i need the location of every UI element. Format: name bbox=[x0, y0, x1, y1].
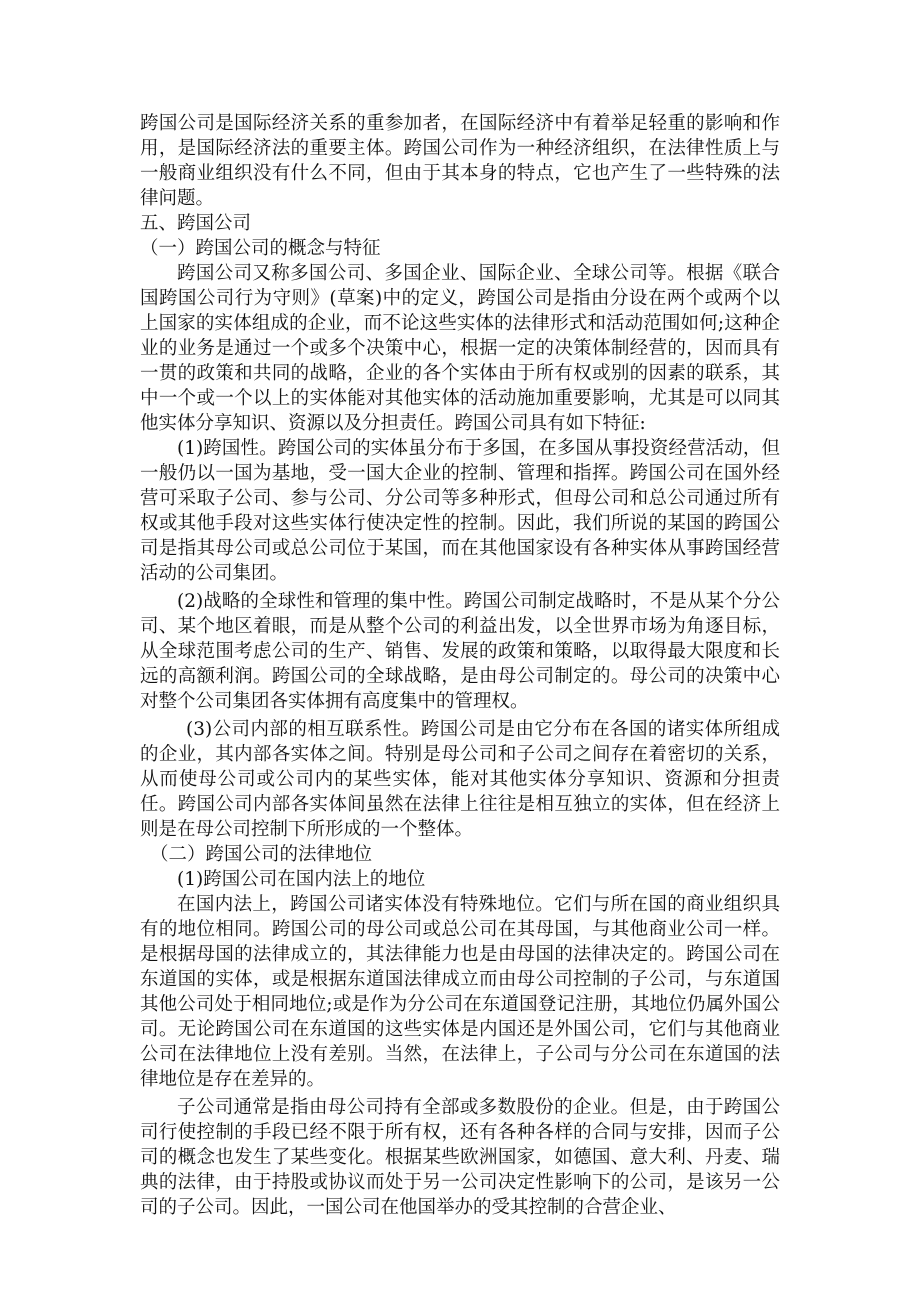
subsection-title-concept: （一）跨国公司的概念与特征 bbox=[140, 238, 381, 259]
item-domestic-law-heading: (1)跨国公司在国内法上的地位 bbox=[177, 869, 426, 890]
section-title: 五、跨国公司 bbox=[140, 213, 252, 234]
definition-paragraph: 跨国公司又称多国公司、多国企业、国际企业、全球公司等。根据《联合国跨国公司行为守则》(草案)中的定义，跨国公司是指由分设在两个或两个以上国家的实体组成的企业，而不论这些实体的法律形式和活动范围如何;这种企业的业务是通过一个或多个决策中心，根据一定的决策体制经营的，因而具有一贯的政策和共同的战略，企业的各个实体由于所有权或别的因素的联系，其中一个或一个以上的实体能对其他实体的活动施加重要影响，尤其是可以同其他实体分享知识、资源以及分担责任。跨国公司具有如下特征: bbox=[140, 263, 780, 434]
feature-interconnection: (3)公司内部的相互联系性。跨国公司是由它分布在各国的诸实体所组成的企业，其内部各实体之间。特别是母公司和子公司之间存在着密切的关系，从而使母公司或公司内的某些实体，能对其他实体分享知识、资源和分担责任。跨国公司内部各实体间虽然在法律上往往是相互独立的实体，但在经济上则是在母公司控制下所形成的一个整体。 bbox=[140, 719, 780, 840]
feature-transnationality: (1)跨国性。跨国公司的实体虽分布于多国，在多国从事投资经营活动，但一般仍以一国为基地，受一国大企业的控制、管理和指挥。跨国公司在国外经营可采取子公司、参与公司、分公司等多种形式，但母公司和总公司通过所有权或其他手段对这些实体行使决定性的控制。因此，我们所说的某国的跨国公司是指其母公司或总公司位于某国，而在其他国家设有各种实体从事跨国经营活动的公司集团。 bbox=[140, 438, 780, 584]
document-body bbox=[140, 111, 780, 1220]
feature-global-strategy: (2)战略的全球性和管理的集中性。跨国公司制定战略时，不是从某个分公司、某个地区着眼，而是从整个公司的利益出发，以全世界市场为角逐目标，从全球范围考虑公司的生产、销售、发展的政策和策略，以取得最大限度和长远的高额利润。跨国公司的全球战略，是由母公司制定的。母公司的决策中心对整个公司集团各实体拥有高度集中的管理权。 bbox=[140, 591, 780, 712]
subsidiary-paragraph: 子公司通常是指由母公司持有全部或多数股份的企业。但是，由于跨国公司行使控制的手段已经不限于所有权，还有各种各样的合同与安排，因而子公司的概念也发生了某些变化。根据某些欧洲国家，如德国、意大利、丹麦、瑞典的法律，由于持股或协议而处于另一公司决定性影响下的公司，是该另一公司的子公司。因此，一国公司在他国举办的受其控制的合营企业、 bbox=[140, 1097, 780, 1218]
subsection-title-legal-status: （二）跨国公司的法律地位 bbox=[150, 844, 373, 865]
domestic-law-paragraph: 在国内法上，跨国公司诸实体没有特殊地位。它们与所在国的商业组织具有的地位相同。跨国公司的母公司或总公司在其母国，与其他商业公司一样。是根据母国的法律成立的，其法律能力也是由母国的法律决定的。跨国公司在东道国的实体，或是根据东道国法律成立而由母公司控制的子公司，与东道国其他公司处于相同地位;或是作为分公司在东道国登记注册，其地位仍属外国公司。无论跨国公司在东道国的这些实体是内国还是外国公司，它们与其他商业公司在法律地位上没有差别。当然，在法律上，子公司与分公司在东道国的法律地位是存在差异的。 bbox=[140, 894, 780, 1090]
intro-paragraph: 跨国公司是国际经济关系的重参加者，在国际经济中有着举足轻重的影响和作用，是国际经济法的重要主体。跨国公司作为一种经济组织，在法律性质上与一般商业组织没有什么不同，但由于其本身的特点，它也产生了一些特殊的法律问题。 bbox=[140, 113, 780, 209]
